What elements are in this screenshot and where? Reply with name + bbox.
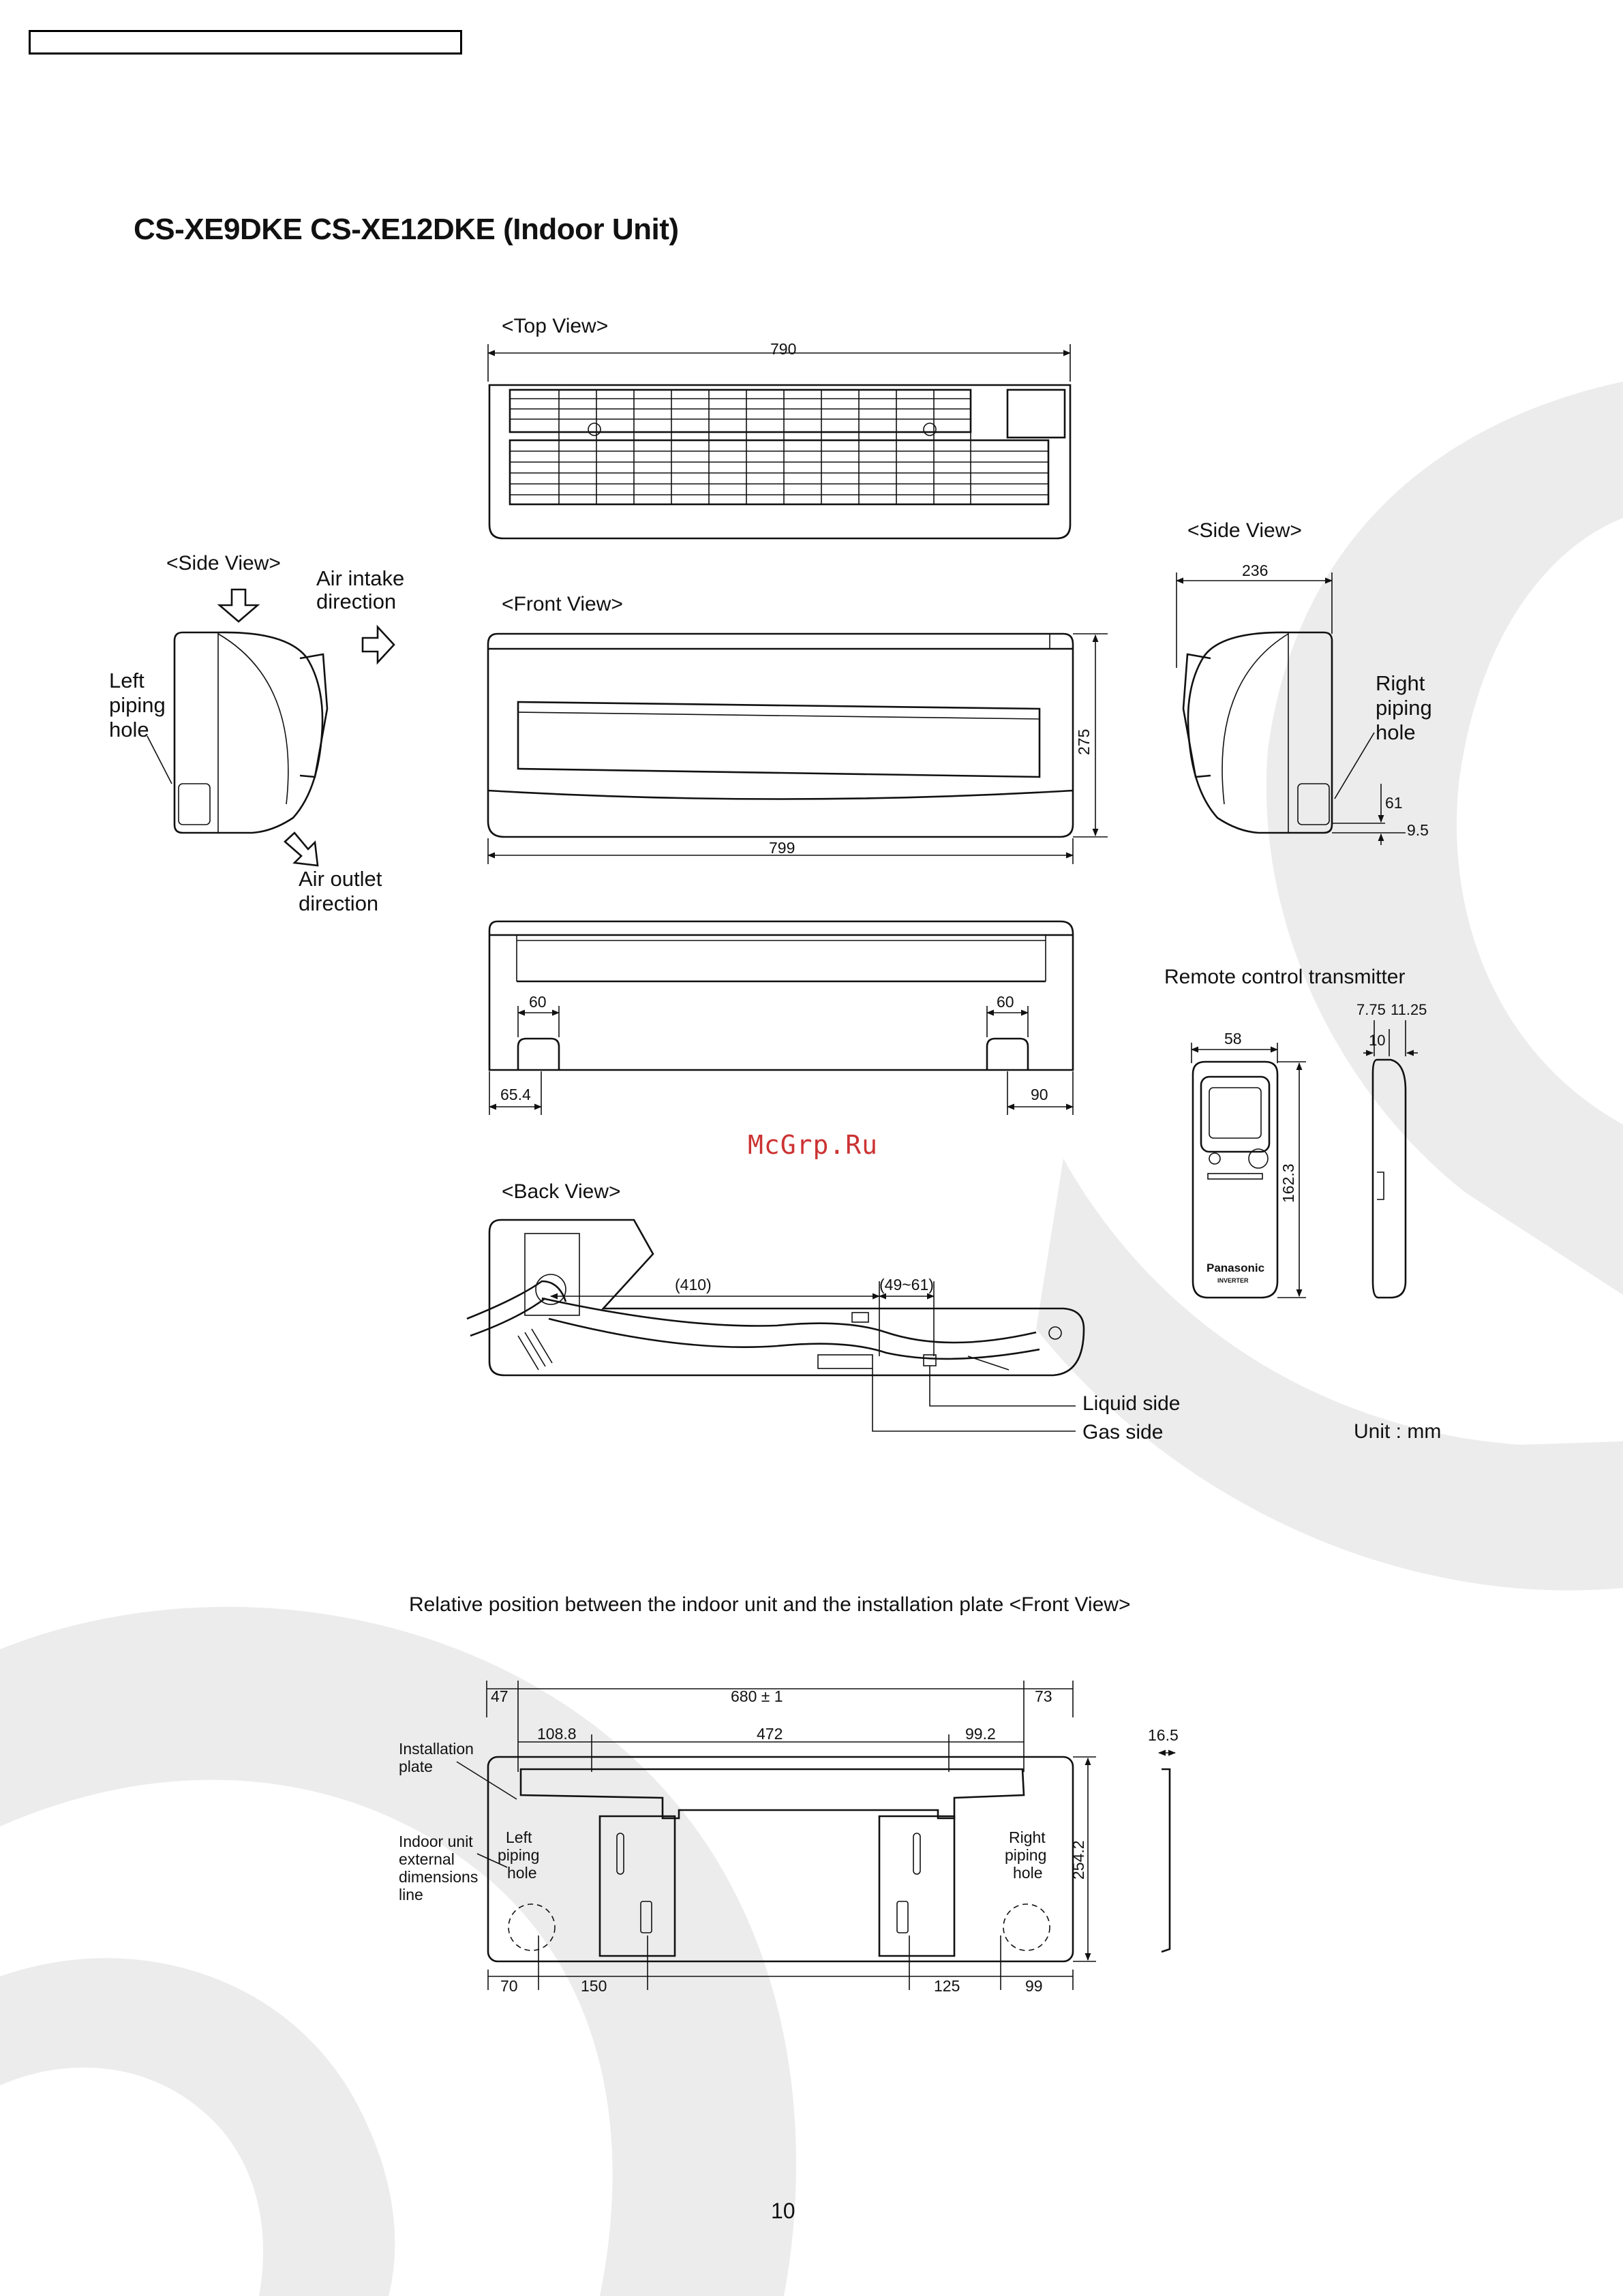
side-view-left-label: <Side View>	[166, 552, 281, 575]
watermark-text: McGrp.Ru	[748, 1130, 879, 1160]
plate-dim-47: 47	[491, 1687, 509, 1705]
indoor-unit-line-label-2: external	[399, 1850, 455, 1868]
plate-caption: Relative position between the indoor unit and the installation plate <Front View>	[409, 1593, 1131, 1616]
remote-dim-58: 58	[1224, 1030, 1242, 1047]
plate-dim-125: 125	[934, 1977, 960, 1995]
right-piping-label-2: piping	[1376, 696, 1432, 720]
plate-dim-472: 472	[757, 1725, 783, 1743]
dim-799: 799	[769, 839, 795, 857]
front-view-label: <Front View>	[502, 593, 623, 615]
back-view-drawing	[467, 1220, 1084, 1431]
dim-410: (410)	[675, 1276, 712, 1294]
dim-9-5: 9.5	[1407, 821, 1429, 839]
side-view-right-label: <Side View>	[1187, 519, 1302, 542]
plate-dim-99-2: 99.2	[965, 1725, 996, 1743]
dim-49-61: (49~61)	[879, 1276, 934, 1294]
indoor-unit-line-label-3: dimensions	[399, 1868, 479, 1886]
left-piping-label-2: piping	[109, 693, 166, 717]
gas-side-label: Gas side	[1082, 1421, 1164, 1443]
remote-brand-sub: INVERTER	[1217, 1277, 1249, 1284]
dim-61: 61	[1385, 794, 1403, 812]
bottom-view-drawing	[489, 921, 1073, 1115]
air-intake-label-2: direction	[316, 590, 397, 613]
indoor-unit-line-label-1: Indoor unit	[399, 1833, 473, 1850]
installation-plate-label-2: plate	[399, 1758, 433, 1775]
top-view-drawing	[488, 340, 1070, 538]
plate-dim-254-2: 254.2	[1070, 1840, 1087, 1880]
plate-right-piping-1: Right	[1009, 1828, 1046, 1846]
dim-275: 275	[1075, 729, 1093, 755]
remote-dim-11-25: 11.25	[1391, 1001, 1427, 1018]
plate-dim-73: 73	[1035, 1687, 1052, 1705]
plate-dim-108-8: 108.8	[537, 1725, 577, 1743]
unit-label: Unit : mm	[1354, 1420, 1442, 1443]
dim-60-right: 60	[997, 993, 1014, 1011]
dim-90: 90	[1031, 1086, 1048, 1103]
page-number: 10	[771, 2199, 795, 2223]
right-piping-label-3: hole	[1376, 720, 1416, 744]
page-title: CS-XE9DKE CS-XE12DKE (Indoor Unit)	[134, 213, 679, 246]
dim-65-4: 65.4	[500, 1086, 531, 1103]
air-outlet-label-1: Air outlet	[299, 867, 382, 891]
side-view-left-drawing	[147, 590, 397, 866]
indoor-unit-line-label-4: line	[399, 1886, 423, 1903]
remote-title: Remote control transmitter	[1164, 966, 1406, 988]
plate-left-piping-3: hole	[507, 1864, 537, 1882]
back-view-label: <Back View>	[502, 1180, 621, 1203]
plate-right-piping-2: piping	[1005, 1846, 1047, 1864]
plate-left-piping-2: piping	[498, 1846, 540, 1864]
liquid-side-label: Liquid side	[1082, 1392, 1181, 1415]
plate-right-piping-3: hole	[1013, 1864, 1043, 1882]
plate-dim-70: 70	[500, 1977, 518, 1995]
plate-dim-150: 150	[581, 1977, 607, 1995]
dim-236: 236	[1242, 562, 1269, 579]
right-piping-label-1: Right	[1376, 671, 1425, 695]
remote-dim-7-75: 7.75	[1356, 1001, 1386, 1018]
left-piping-label-3: hole	[109, 718, 149, 741]
air-outlet-label-2: direction	[299, 891, 379, 915]
plate-left-piping-1: Left	[506, 1828, 532, 1846]
front-view-drawing	[488, 634, 1108, 864]
left-piping-label-1: Left	[109, 669, 145, 692]
dim-790: 790	[770, 340, 797, 358]
plate-dim-680: 680 ± 1	[731, 1687, 783, 1705]
plate-dim-99: 99	[1025, 1977, 1043, 1995]
background-swirl	[0, 382, 1623, 2296]
top-view-label: <Top View>	[502, 315, 609, 337]
air-intake-label-1: Air intake	[316, 566, 405, 590]
plate-dim-16-5: 16.5	[1148, 1726, 1179, 1744]
dim-60-left: 60	[529, 993, 547, 1011]
remote-dim-162-3: 162.3	[1279, 1163, 1297, 1203]
installation-plate-label-1: Installation	[399, 1740, 474, 1758]
remote-dim-10: 10	[1369, 1032, 1386, 1049]
remote-brand: Panasonic	[1207, 1261, 1265, 1274]
